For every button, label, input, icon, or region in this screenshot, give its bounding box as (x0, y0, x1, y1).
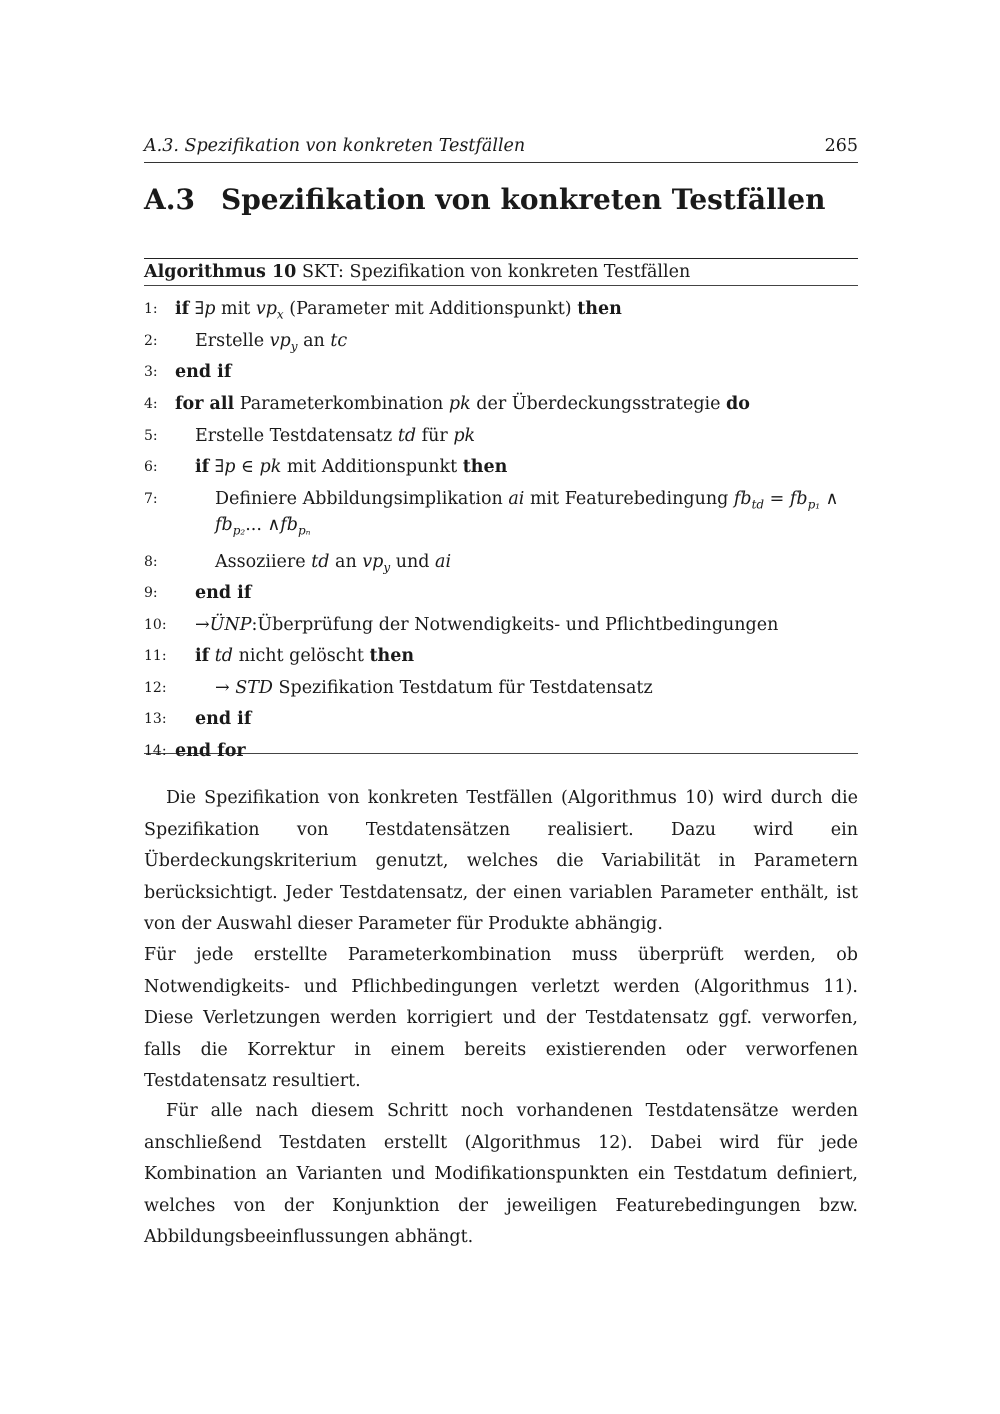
algorithm-line (144, 329, 858, 353)
line-text-fragment: für (416, 426, 454, 446)
line-text (195, 613, 778, 637)
algorithm-line (144, 424, 858, 448)
keyword: then (369, 646, 415, 666)
line-text (215, 550, 451, 580)
math-subscript: y (290, 339, 298, 354)
line-text-fragment: → (215, 678, 236, 698)
algorithm-box (144, 258, 858, 761)
line-text (195, 424, 475, 448)
algorithm-line (144, 513, 858, 537)
math-subscript: p₁ (807, 497, 821, 512)
keyword: for all (175, 394, 235, 414)
line-text (175, 297, 622, 327)
math-subscript: p₂ (232, 523, 246, 538)
math-symbol: pk (448, 394, 471, 414)
line-text-fragment: :Überprüfung der Notwendigkeits- und Pflichtbedingungen (251, 615, 779, 635)
line-text-fragment: Assoziiere (215, 552, 312, 572)
algorithm-line (144, 613, 858, 637)
algorithm-lines (144, 286, 858, 761)
line-number: 11: (144, 648, 167, 664)
algorithm-line (144, 739, 858, 763)
line-text-fragment: = (764, 489, 790, 509)
math-symbol: vp (362, 552, 384, 572)
line-text (215, 513, 310, 543)
algorithm-label: Algorithmus 10 (144, 262, 297, 282)
math-symbol: td (214, 646, 234, 666)
math-symbol: pk (453, 426, 476, 446)
keyword: then (462, 457, 508, 477)
line-text-fragment: nicht gelöscht (233, 646, 370, 666)
math-symbol: ∃p (194, 299, 216, 319)
line-text-fragment: Definiere Abbildungsimplikation (215, 489, 509, 509)
math-symbol: fb (215, 515, 233, 535)
running-header (144, 134, 858, 163)
line-text-fragment: mit Additionspunkt (281, 457, 463, 477)
line-number: 2: (144, 333, 158, 349)
keyword: then (577, 299, 622, 319)
running-header-title: A.3. Spezifikation von konkreten Testfällen (144, 136, 526, 156)
line-text (195, 455, 507, 479)
algorithm-line (144, 455, 858, 479)
math-symbol: ∃p ∈ pk (214, 457, 282, 477)
line-text-fragment: an (297, 331, 331, 351)
algorithm-line (144, 487, 858, 511)
keyword: end if (175, 362, 232, 382)
math-symbol: fb (733, 489, 752, 509)
paragraph-1: Die Spezifikation von konkreten Testfällen (Algorithmus 10) wird durch die Spezifikation von Testdatensätzen realisiert. Dazu wird ein Überdeckungskriterium genutzt, welches die Variabilität in Parametern berücksichtigt. Jeder Testdatensatz, der einen variablen Parameter enthält, ist von der Auswahl dieser Parameter für Produkte abhängig. (144, 788, 858, 934)
algorithm-line (144, 392, 858, 416)
keyword: if (195, 457, 210, 477)
math-symbol: ai (435, 552, 452, 572)
keyword: do (726, 394, 750, 414)
line-number: 12: (144, 680, 167, 696)
line-number: 6: (144, 459, 158, 475)
algorithm-line (144, 297, 858, 321)
line-number: 3: (144, 364, 158, 380)
math-subscript: x (276, 307, 284, 322)
math-symbol: fb (789, 489, 808, 509)
line-text (195, 644, 414, 668)
section-heading (144, 183, 825, 216)
line-text (195, 329, 347, 359)
math-symbol: td (311, 552, 330, 572)
math-symbol: fb (280, 515, 298, 535)
line-text-fragment: Erstelle Testdatensatz (195, 426, 398, 446)
line-text-fragment: ∧ (820, 489, 839, 509)
line-text (195, 581, 251, 605)
math-symbol: vp (255, 299, 277, 319)
algorithm-line (144, 360, 858, 384)
math-symbol: td (397, 426, 417, 446)
line-text-fragment: Spezifikation Testdatum für Testdatensatz (272, 678, 653, 698)
algorithm-caption-text: SKT: Spezifikation von konkreten Testfällen (301, 262, 691, 282)
line-number: 10: (144, 617, 167, 633)
line-text (195, 707, 251, 731)
line-text (175, 739, 246, 763)
line-text-fragment: und (390, 552, 436, 572)
math-symbol: vp (269, 331, 291, 351)
line-text (175, 360, 231, 384)
algorithm-line (144, 581, 858, 605)
line-text-fragment: ... ∧ (245, 515, 281, 535)
line-text-fragment: Erstelle (195, 331, 270, 351)
line-text-fragment: (Parameter mit Additionspunkt) (283, 299, 578, 319)
line-text-fragment: der Überdeckungsstrategie (470, 394, 727, 414)
keyword: end if (195, 583, 252, 603)
math-subscript: td (751, 497, 765, 512)
line-text-fragment: an (329, 552, 363, 572)
line-number: 1: (144, 301, 158, 317)
page-number: 265 (824, 136, 858, 156)
keyword: if (175, 299, 190, 319)
line-text (175, 392, 750, 416)
paragraph-3: Für alle nach diesem Schritt noch vorhandenen Testdatensätze werden anschließend Testdaten erstellt (Algorithmus 12). Dabei wird für jede Kombination an Varianten und Modifikationspunkten ein Testdatum definiert, welches von der Konjunktion der jeweiligen Featurebedingungen bzw. Abbildungsbeeinflussungen abhängt. (144, 1101, 858, 1247)
line-number: 5: (144, 428, 158, 444)
line-number: 8: (144, 554, 158, 570)
line-text-fragment: Parameterkombination (234, 394, 449, 414)
math-symbol: ai (508, 489, 525, 509)
line-number: 14: (144, 743, 167, 759)
keyword: if (195, 646, 210, 666)
line-text-fragment: mit (215, 299, 256, 319)
line-text (215, 676, 653, 700)
algorithm-line (144, 644, 858, 668)
math-symbol: STD (235, 678, 273, 698)
math-symbol: ÜNP (209, 615, 252, 635)
line-text-fragment: → (195, 615, 210, 635)
math-symbol: tc (330, 331, 348, 351)
math-subscript: pₙ (297, 523, 311, 538)
section-number: A.3 (144, 183, 195, 216)
section-title: Spezifikation von konkreten Testfällen (221, 183, 826, 216)
line-number: 13: (144, 711, 167, 727)
line-number: 7: (144, 491, 158, 507)
algorithm-line (144, 707, 858, 731)
paragraph-2: Für jede erstellte Parameterkombination muss überprüft werden, ob Notwendigkeits- und Pflichbedingungen verletzt werden (Algorithmus 11). Diese Verletzungen werden korrigiert und der Testdatensatz ggf. verworfen, falls die Korrektur in einem bereits existierenden oder verworfenen Testdatensatz resultiert. (144, 945, 858, 1091)
line-text-fragment: mit Featurebedingung (524, 489, 734, 509)
line-number: 9: (144, 585, 158, 601)
line-number: 4: (144, 396, 158, 412)
algorithm-line (144, 550, 858, 574)
keyword: end if (195, 709, 252, 729)
algorithm-caption (144, 259, 858, 286)
math-subscript: y (383, 560, 391, 575)
algorithm-line (144, 676, 858, 700)
keyword: end for (175, 741, 246, 761)
